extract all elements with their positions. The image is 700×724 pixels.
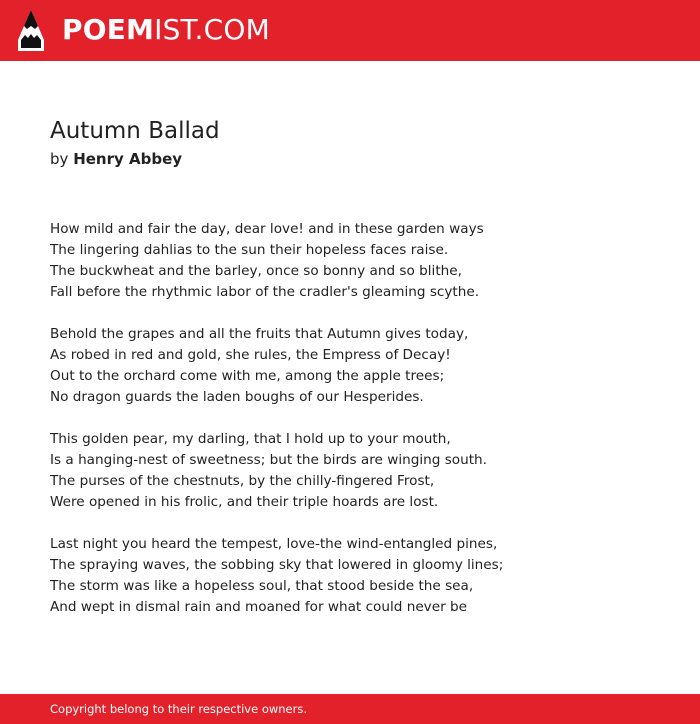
site-footer [0,694,700,724]
brand-light-text: IST.COM [154,13,270,46]
poem-line: The lingering dahlias to the sun their hopeless faces raise. [50,242,449,258]
by-label: by [50,150,69,168]
copyright-text: Copyright belong to their respective owners. [50,702,308,716]
site-logo-text[interactable] [62,12,270,48]
poem-line: Last night you heard the tempest, love-the wind-entangled pines, [50,536,498,552]
poem-line: No dragon guards the laden boughs of our Hesperides. [50,389,424,405]
author-name: Henry Abbey [73,150,183,168]
stanza [50,534,670,618]
poem-line: Were opened in his frolic, and their triple hoards are lost. [50,494,439,510]
brand-bold-text: POEM [62,13,155,46]
stanza [50,219,670,303]
poem-line: This golden pear, my darling, that I hold up to your mouth, [50,431,451,447]
poem-line: Fall before the rhythmic labor of the cradler's gleaming scythe. [50,284,480,300]
poem-line: Is a hanging-nest of sweetness; but the birds are winging south. [50,452,487,468]
poem-line: Out to the orchard come with me, among the apple trees; [50,368,445,384]
stanza [50,429,670,513]
poem-line: The purses of the chestnuts, by the chilly-fingered Frost, [50,473,435,489]
poem-line: The buckwheat and the barley, once so bonny and so blithe, [50,263,462,279]
poem-byline [50,149,182,169]
poem-line: How mild and fair the day, dear love! and in these garden ways [50,221,484,237]
stanza [50,324,670,408]
pencil-tip-icon[interactable] [18,10,44,51]
poem-body [50,219,670,639]
poem-title: Autumn Ballad [50,118,220,144]
poem-line: The storm was like a hopeless soul, that stood beside the sea, [50,578,474,594]
poem-line: As robed in red and gold, she rules, the Empress of Decay! [50,347,451,363]
poem-line: And wept in dismal rain and moaned for what could never be [50,599,467,615]
poem-line: The spraying waves, the sobbing sky that lowered in gloomy lines; [50,557,504,573]
poem-line: Behold the grapes and all the fruits that Autumn gives today, [50,326,469,342]
site-header [0,0,700,61]
